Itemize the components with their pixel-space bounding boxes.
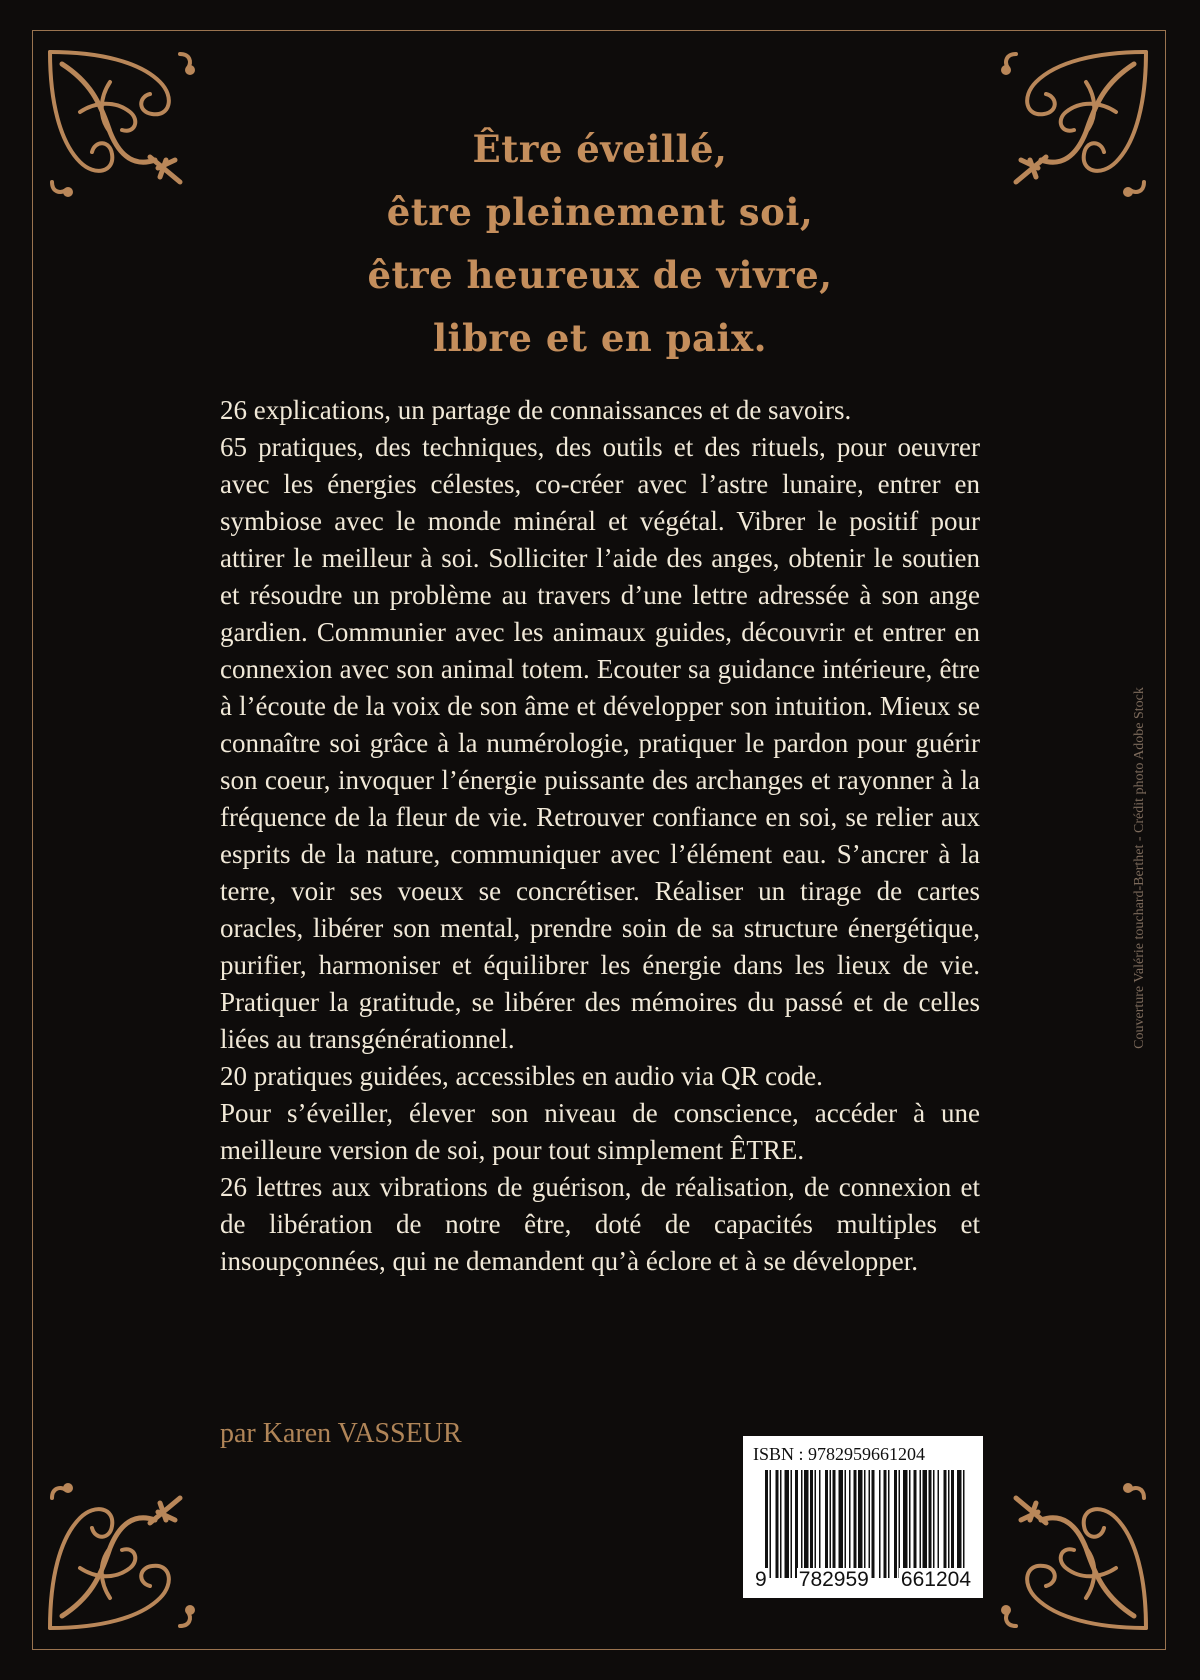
corner-ornament-icon bbox=[996, 1478, 1156, 1638]
barcode-bar bbox=[815, 1470, 817, 1578]
barcode-bar bbox=[765, 1470, 768, 1578]
barcode-digits bbox=[753, 1568, 973, 1592]
barcode-bar bbox=[825, 1470, 828, 1578]
headline-line: Être éveillé, bbox=[472, 127, 728, 171]
barcode-bar bbox=[909, 1470, 911, 1578]
barcode-bar bbox=[801, 1470, 803, 1578]
barcode-bar bbox=[776, 1470, 779, 1578]
barcode-digits-right: 661204 bbox=[900, 1568, 971, 1591]
barcode-bar bbox=[879, 1470, 881, 1578]
barcode-bar bbox=[920, 1470, 922, 1578]
barcode-bar bbox=[948, 1470, 950, 1578]
headline-line: être pleinement soi, bbox=[386, 190, 814, 234]
corner-ornament-icon bbox=[40, 1478, 200, 1638]
blurb-paragraph: 26 lettres aux vibrations de guérison, de réalisation, de connexion et de libération de notre être, doté de capacités multiples et insoupçonnées, qui ne demandent qu’à éclore et à se développer. bbox=[220, 1172, 980, 1276]
isbn-barcode bbox=[743, 1436, 983, 1598]
barcode-bar bbox=[830, 1470, 832, 1578]
barcode-bar bbox=[845, 1470, 847, 1578]
author-credit: par Karen VASSEUR bbox=[220, 1418, 462, 1449]
barcode-bar bbox=[785, 1470, 790, 1578]
barcode-bar bbox=[963, 1470, 965, 1578]
barcode-bar bbox=[854, 1470, 857, 1578]
barcode-bar bbox=[894, 1470, 897, 1578]
blurb-paragraph: Pour s’éveiller, élever son niveau de conscience, accéder à une meilleure version de soi, pour tout simplement ÊTRE. bbox=[220, 1098, 980, 1165]
barcode-bar bbox=[839, 1470, 844, 1578]
barcode-digits-left: 782959 bbox=[798, 1568, 869, 1591]
barcode-bar bbox=[804, 1470, 809, 1578]
blurb-text bbox=[220, 392, 980, 1280]
barcode-bars bbox=[753, 1470, 973, 1578]
barcode-bar bbox=[923, 1470, 928, 1578]
barcode-bar bbox=[938, 1470, 940, 1578]
corner-ornament-icon bbox=[40, 42, 200, 202]
barcode-bar bbox=[864, 1470, 866, 1578]
barcode-bar bbox=[914, 1470, 917, 1578]
barcode-bar bbox=[869, 1470, 871, 1578]
isbn-label: ISBN : 9782959661204 bbox=[753, 1444, 926, 1464]
barcode-bar bbox=[780, 1470, 782, 1578]
barcode-bar bbox=[872, 1470, 875, 1578]
headline bbox=[220, 118, 980, 370]
barcode-bar bbox=[795, 1470, 798, 1578]
blurb-paragraph: 20 pratiques guidées, accessibles en audio via QR code. bbox=[220, 1061, 823, 1091]
barcode-bar bbox=[810, 1470, 813, 1578]
blurb-paragraph: 65 pratiques, des techniques, des outils et des rituels, pour oeuvrer avec les énergies célestes, co-créer avec l’astre lunaire, entrer en symbiose avec le monde minéral et végétal. Vibrer le positif pour attirer le meilleur à soi. Solliciter l’aide des anges, obtenir le soutien et résoudre un problème au travers d’une lettre adressée à son ange gardien. Communier avec les animaux guides, découvrir et entrer en connexion avec son animal totem. Ecouter sa guidance intérieure, être à l’écoute de la voix de son âme et développer son intuition. Mieux se connaître soi grâce à la numérologie, pratiquer le pardon pour guérir son coeur, invoquer l’énergie puissante des archanges et rayonner à la fréquence de la fleur de vie. Retrouver confiance en soi, se relier aux esprits de la nature, communiquer avec l’élément eau. S’ancrer à la terre, voir ses voeux se concrétiser. Réaliser un tirage de cartes oracles, libérer son mental, prendre soin de sa structure énergétique, purifier, harmoniser et équilibrer les énergie dans les lieux de vie. Pratiquer la gratitude, se libérer des mémoires du passé et de celles liées au transgénérationnel. bbox=[220, 432, 980, 1054]
barcode-bar bbox=[899, 1470, 901, 1578]
barcode-bar bbox=[858, 1470, 863, 1578]
barcode-bar bbox=[903, 1470, 908, 1578]
barcode-bar bbox=[929, 1470, 932, 1578]
barcode-bar bbox=[791, 1470, 793, 1578]
barcode-bar bbox=[944, 1470, 947, 1578]
corner-ornament-icon bbox=[996, 42, 1156, 202]
headline-line: être heureux de vivre, bbox=[367, 253, 833, 297]
barcode-bar bbox=[819, 1470, 821, 1578]
barcode-bar bbox=[957, 1470, 962, 1578]
barcode-bar bbox=[884, 1470, 887, 1578]
barcode-bar bbox=[888, 1470, 890, 1578]
cover-photo-credit: Couverture Valérie touchard-Berthet - Crédit photo Adobe Stock bbox=[1132, 687, 1147, 1049]
blurb-paragraph: 26 explications, un partage de connaissances et de savoirs. bbox=[220, 395, 852, 425]
barcode-bar bbox=[770, 1470, 772, 1578]
barcode-bar bbox=[849, 1470, 851, 1578]
barcode-bar bbox=[833, 1470, 836, 1578]
barcode-bar bbox=[933, 1470, 935, 1578]
headline-line: libre et en paix. bbox=[432, 316, 768, 360]
barcode-digit-first: 9 bbox=[755, 1568, 767, 1591]
barcode-bar bbox=[951, 1470, 954, 1578]
